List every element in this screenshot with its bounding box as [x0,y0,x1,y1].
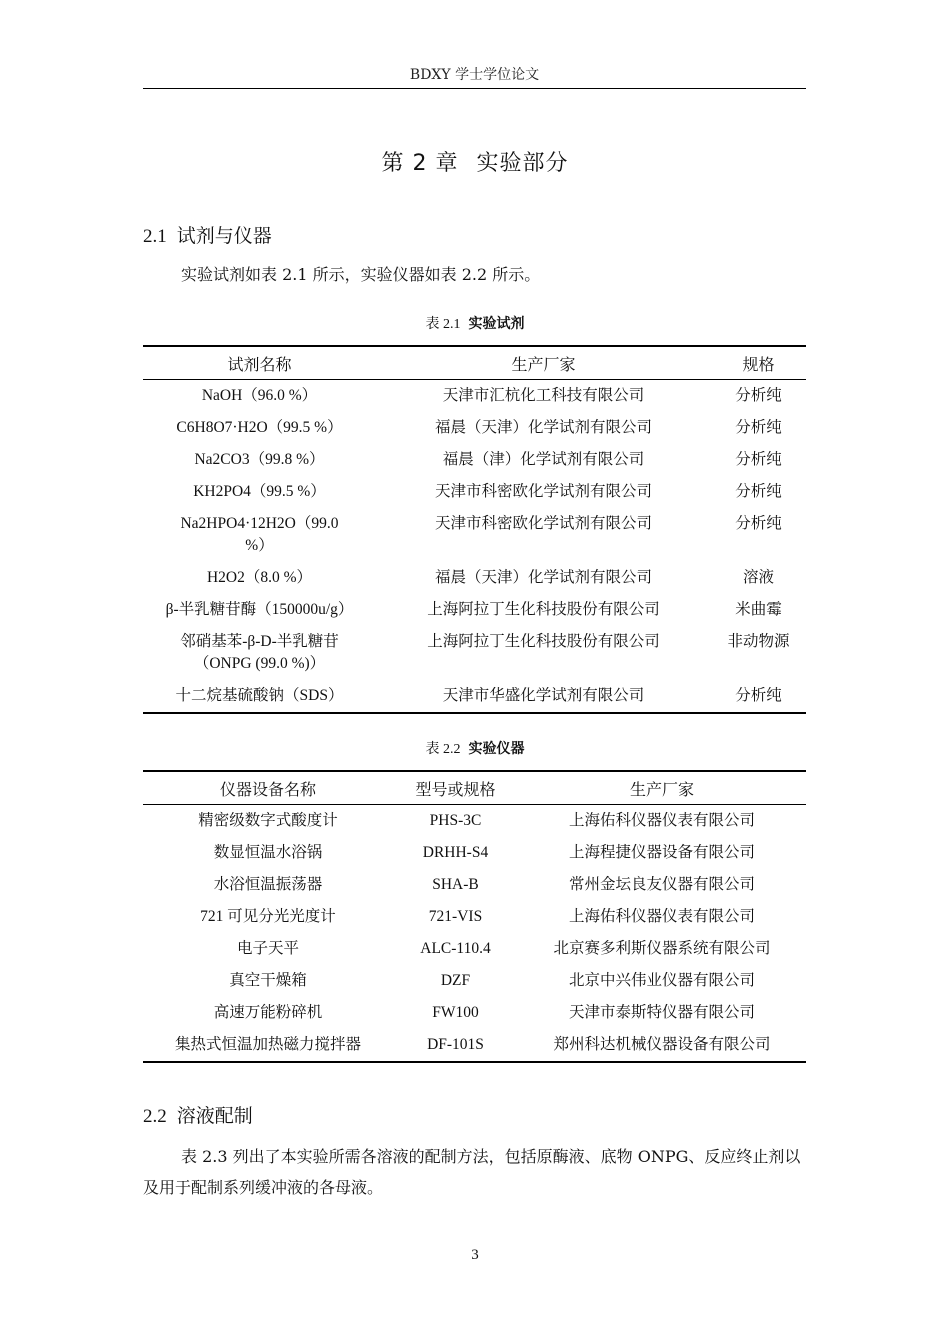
table-cell: 分析纯 [711,680,806,713]
section-number: 2.2 [143,1106,167,1127]
table-row [143,869,806,901]
column-header: 生产厂家 [376,346,711,380]
table-cell: DZF [440,972,471,989]
table-cell: DF-101S [393,1029,518,1062]
table-cell: ALC-110.4 [420,940,491,957]
table-cell: 分析纯 [735,483,782,500]
table-cell: 北京中兴伟业仪器有限公司 [568,972,755,989]
table-cell: NaOH（96.0 %） [201,387,318,404]
table-row [143,476,806,508]
chapter-number: 第 2 章 [381,151,459,176]
column-header: 生产厂家 [518,771,806,805]
table-cell: 天津市科密欧化学试剂有限公司 [434,515,652,532]
table-cell: H2O2（8.0 %） [206,569,313,586]
table-cell: 高速万能粉碎机 [213,1004,323,1021]
table-cell: FW100 [432,1004,479,1021]
table-cell: C6H8O7·H2O（99.5 %） [176,419,343,436]
table-cell: 天津市华盛化学试剂有限公司 [376,680,711,713]
section-number: 2.1 [143,226,167,247]
table-row [143,380,806,413]
table-cell: 邻硝基苯-β-D-半乳糖苷（ONPG (99.0 %)） [180,633,339,672]
table-row [143,594,806,626]
table-cell: Na2CO3（99.8 %） [194,451,325,468]
table-row [143,837,806,869]
table-cell: 上海佑科仪器仪表有限公司 [568,908,755,925]
table-cell: 郑州科达机械仪器设备有限公司 [518,1029,806,1062]
table-cell: 常州金坛良友仪器有限公司 [568,876,755,893]
table-cell: 精密级数字式酸度计 [198,812,338,829]
table-row [143,1029,806,1062]
caption-number: 表 2.1 [425,317,461,332]
table-cell: 分析纯 [735,387,782,404]
table-cell: 分析纯 [735,451,782,468]
table-cell: 上海程捷仪器设备有限公司 [568,844,755,861]
table-cell: 天津市汇杭化工科技有限公司 [442,387,645,404]
table-row [143,444,806,476]
table-row [143,508,806,562]
table-cell: 721 可见分光光度计 [200,908,336,925]
table-cell: 721-VIS [428,908,483,925]
table-row [143,997,806,1029]
table-cell: 水浴恒温振荡器 [213,876,323,893]
table-row [143,901,806,933]
table-cell: 福晨（天津）化学试剂有限公司 [434,569,652,586]
table-row [143,562,806,594]
table-cell: β-半乳糖苷酶（150000u/g） [165,601,354,618]
table-cell: 非动物源 [727,633,790,650]
paragraph-intro: 实验试剂如表 2.1 所示，实验仪器如表 2.2 所示。 [181,265,541,284]
table-cell: 集热式恒温加热磁力搅拌器 [143,1029,393,1062]
table-row [143,965,806,997]
table-cell: SHA-B [432,876,479,893]
section-title: 试剂与仪器 [176,225,272,247]
table-cell: 福晨（津）化学试剂有限公司 [442,451,645,468]
table-cell: 上海佑科仪器仪表有限公司 [568,812,755,829]
table-cell: DRHH-S4 [422,844,489,861]
table-cell: PHS-3C [429,812,482,829]
table-row [143,680,806,713]
table-cell: 天津市泰斯特仪器有限公司 [568,1004,755,1021]
table-row [143,805,806,838]
table-header-row [143,346,806,380]
column-header: 仪器设备名称 [143,771,393,805]
table-cell: 电子天平 [236,940,299,957]
table-cell: 十二烷基硫酸钠（SDS） [143,680,376,713]
reagents-table [143,345,806,714]
table-caption-2-2 [0,738,950,758]
table-cell: 上海阿拉丁生化科技股份有限公司 [427,601,660,618]
column-header: 试剂名称 [143,346,376,380]
caption-title: 实验试剂 [468,316,525,332]
section-heading-2-2 [143,1101,253,1128]
column-header: 规格 [711,346,806,380]
column-header: 型号或规格 [393,771,518,805]
section-title: 溶液配制 [176,1105,253,1127]
caption-title: 实验仪器 [468,741,525,757]
table-cell: 福晨（天津）化学试剂有限公司 [434,419,652,436]
page-number: 3 [471,1247,479,1263]
caption-number: 表 2.2 [425,742,461,757]
table-cell: 北京赛多利斯仪器系统有限公司 [553,940,771,957]
running-header: BDXY 学士学位论文 [143,64,806,89]
table-cell: 数显恒温水浴锅 [213,844,323,861]
table-row [143,412,806,444]
paragraph-solutions: 表 2.3 列出了本实验所需各溶液的配制方法，包括原酶液、底物 ONPG、反应终止剂以及用于配制系列缓冲液的各母液。 [143,1147,801,1197]
table-row [143,626,806,680]
table-cell: 天津市科密欧化学试剂有限公司 [434,483,652,500]
table-cell: 分析纯 [735,515,782,532]
section-heading-2-1 [143,221,272,248]
chapter-name: 实验部分 [476,151,569,176]
table-cell: KH2PO4（99.5 %） [193,483,326,500]
instruments-table [143,770,806,1063]
table-cell: 上海阿拉丁生化科技股份有限公司 [427,633,660,650]
table-cell: 分析纯 [735,419,782,436]
table-caption-2-1 [0,313,950,333]
table-cell: 溶液 [742,569,774,586]
table-header-row [143,771,806,805]
chapter-title [0,146,950,177]
table-cell: 米曲霉 [735,601,782,618]
table-cell: Na2HPO4·12H2O（99.0 %） [180,515,339,554]
table-cell: 真空干燥箱 [229,972,307,989]
table-row [143,933,806,965]
